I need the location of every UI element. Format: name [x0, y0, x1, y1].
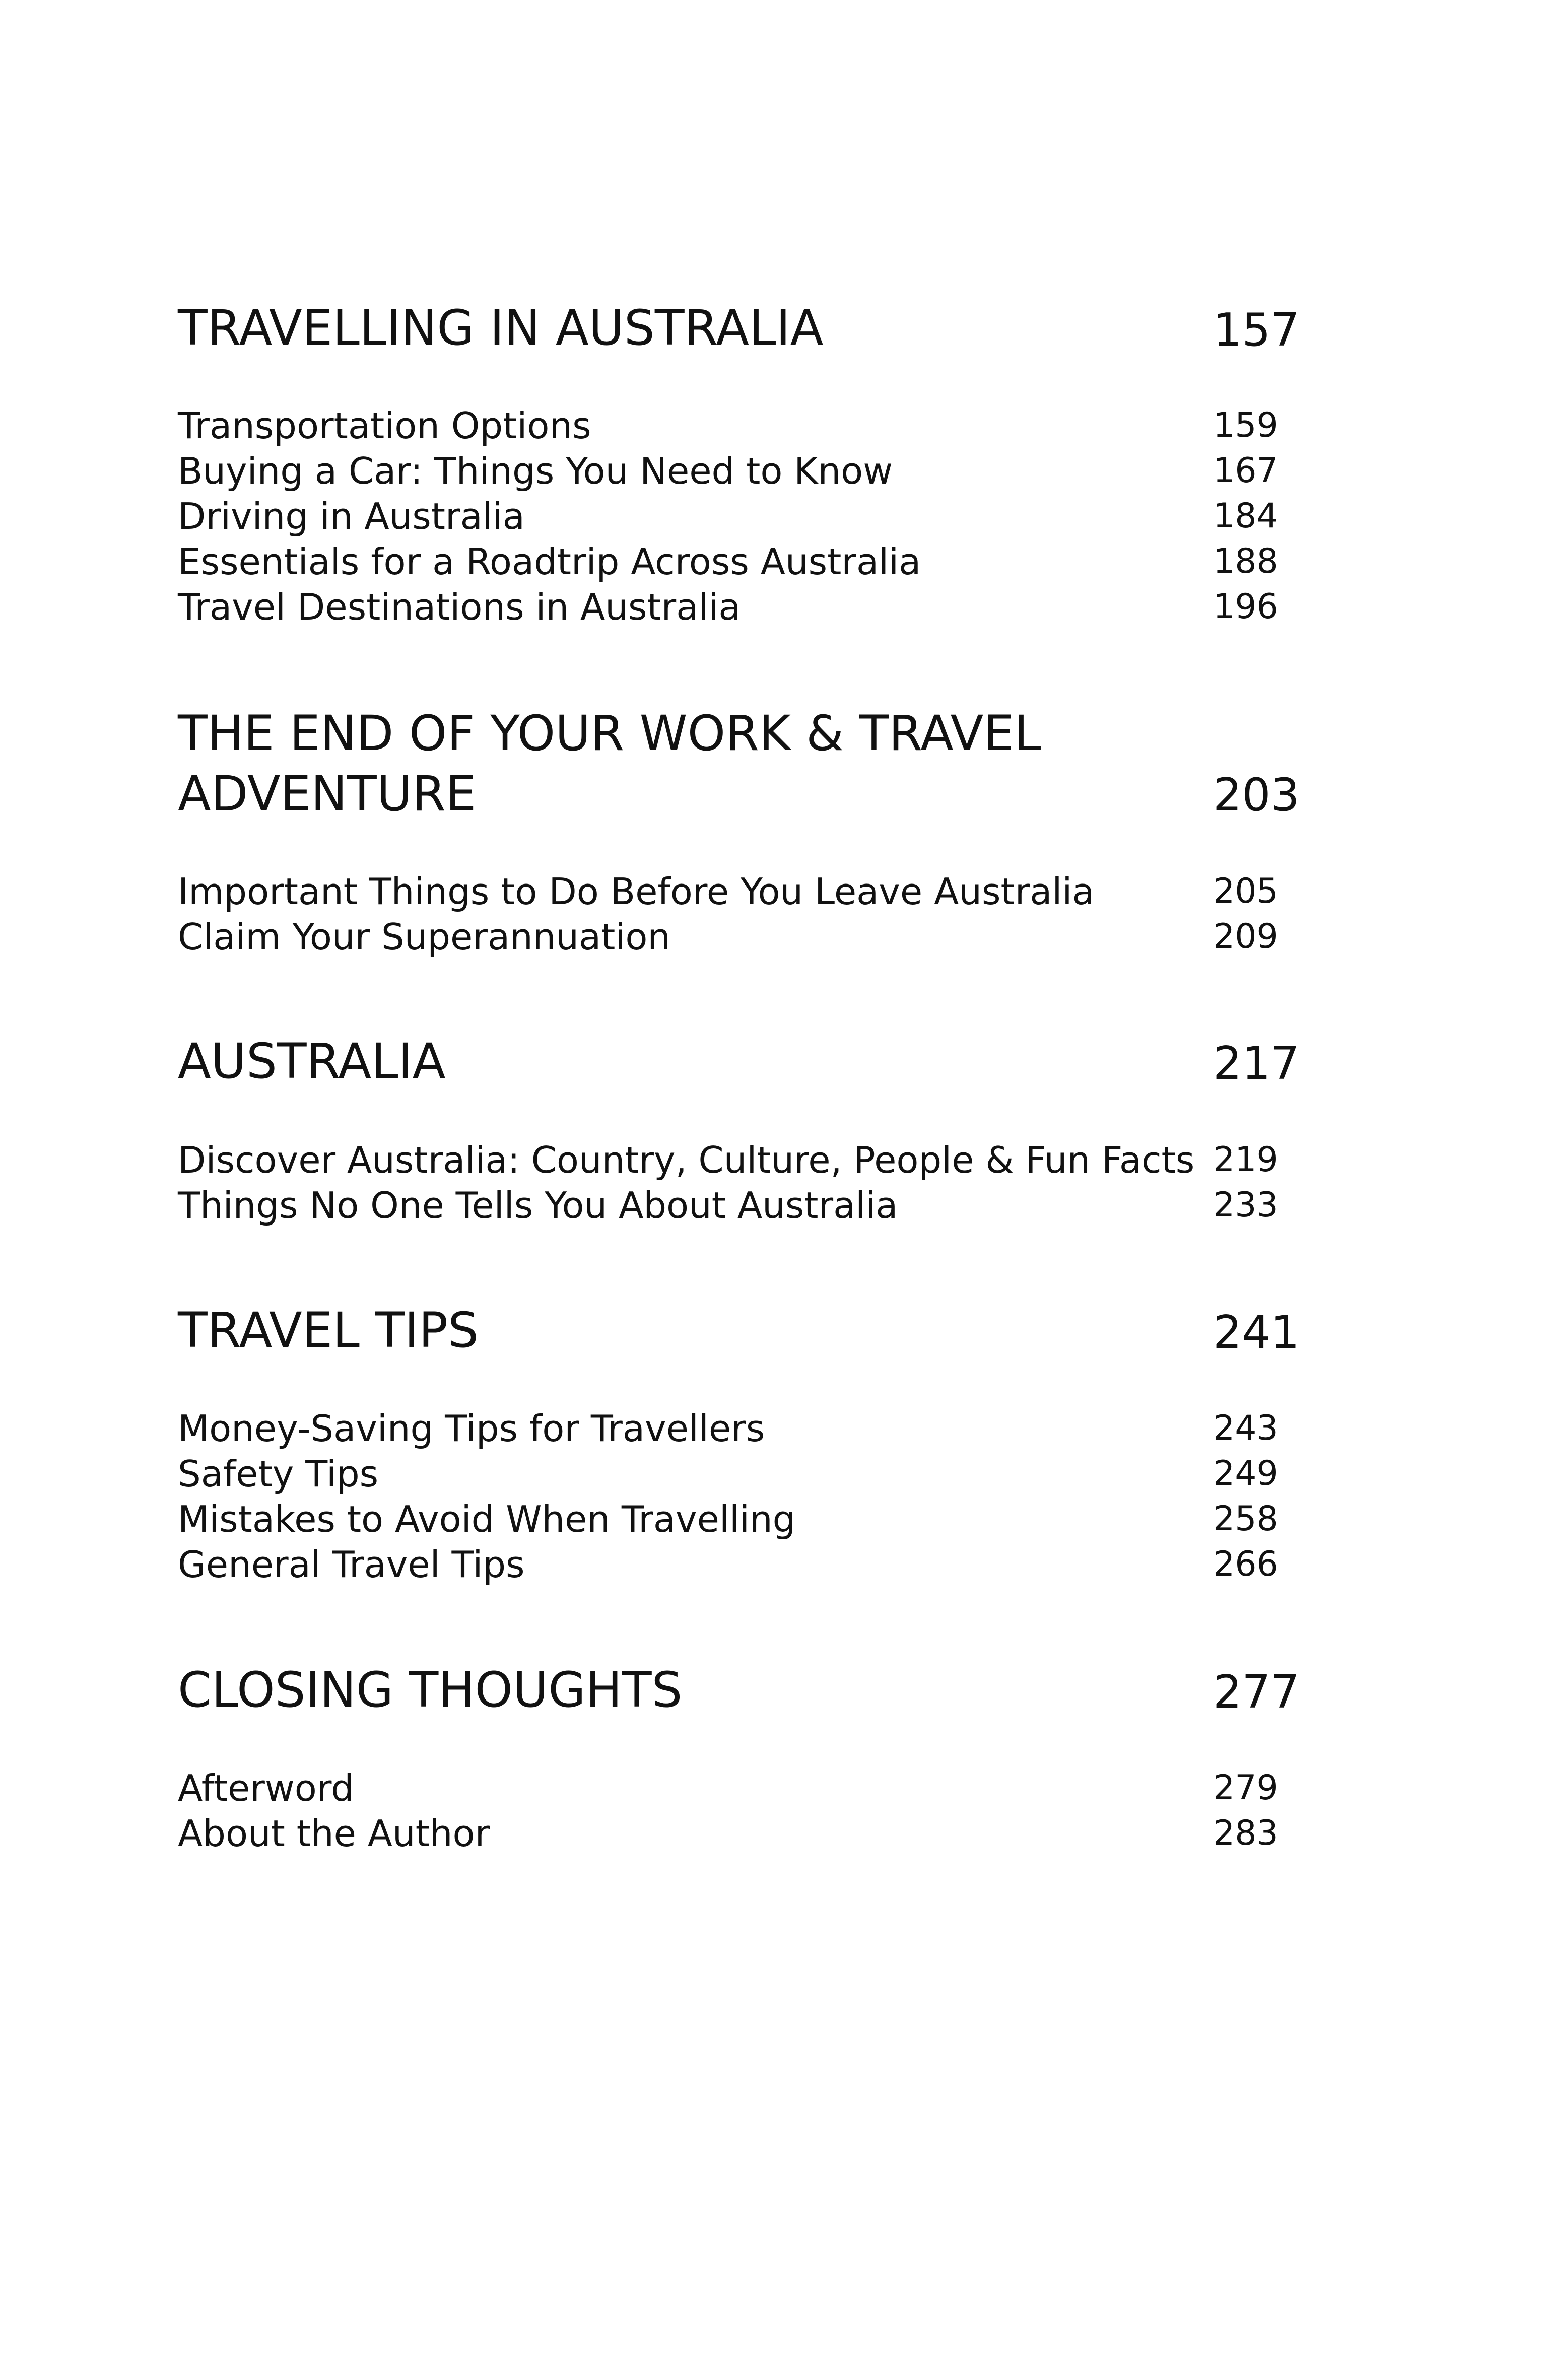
section-heading-continued: ADVENTURE — [178, 766, 477, 822]
toc-entry-page: 159 — [1213, 405, 1279, 445]
toc-entry-page: 283 — [1213, 1813, 1279, 1853]
toc-entry-title: Claim Your Superannuation — [178, 916, 671, 958]
section-heading: TRAVELLING IN AUSTRALIA — [178, 300, 824, 356]
toc-entry-title: Safety Tips — [178, 1453, 379, 1495]
toc-entry-page: 219 — [1213, 1140, 1279, 1180]
toc-entry-title: About the Author — [178, 1812, 490, 1855]
section-page-number: 241 — [1213, 1306, 1300, 1359]
toc-entry-page: 233 — [1213, 1185, 1279, 1225]
toc-entry-title: Buying a Car: Things You Need to Know — [178, 450, 893, 492]
toc-entry-page: 258 — [1213, 1499, 1279, 1539]
section-heading: CLOSING THOUGHTS — [178, 1662, 683, 1718]
section-heading: AUSTRALIA — [178, 1033, 446, 1090]
toc-entry-title: Discover Australia: Country, Culture, People & Fun Facts — [178, 1139, 1195, 1181]
toc-entry-title: Driving in Australia — [178, 495, 525, 537]
section-page-number: 277 — [1213, 1666, 1300, 1719]
toc-entry-title: General Travel Tips — [178, 1543, 525, 1586]
toc-entry-title: Afterword — [178, 1767, 354, 1809]
toc-entry-title: Mistakes to Avoid When Travelling — [178, 1498, 796, 1540]
toc-entry-page: 167 — [1213, 451, 1279, 491]
toc-entry-title: Essentials for a Roadtrip Across Australia — [178, 540, 921, 583]
toc-entry-title: Transportation Options — [178, 404, 591, 447]
section-page-number: 157 — [1213, 304, 1300, 357]
toc-entry-title: Money-Saving Tips for Travellers — [178, 1407, 765, 1450]
toc-entry-page: 209 — [1213, 917, 1279, 957]
toc-entry-page: 243 — [1213, 1408, 1279, 1448]
toc-entry-title: Important Things to Do Before You Leave Australia — [178, 870, 1095, 913]
section-page-number: 217 — [1213, 1037, 1300, 1090]
section-page-number: 203 — [1213, 769, 1300, 822]
toc-entry-title: Travel Destinations in Australia — [178, 586, 741, 628]
toc-entry-page: 205 — [1213, 871, 1279, 911]
section-heading: THE END OF YOUR WORK & TRAVEL — [178, 705, 1041, 762]
toc-entry-page: 266 — [1213, 1544, 1279, 1584]
toc-entry-page: 188 — [1213, 541, 1279, 581]
toc-entry-title: Things No One Tells You About Australia — [178, 1184, 898, 1227]
toc-entry-page: 249 — [1213, 1454, 1279, 1493]
section-heading: TRAVEL TIPS — [178, 1302, 479, 1358]
toc-entry-page: 196 — [1213, 587, 1279, 627]
toc-entry-page: 184 — [1213, 496, 1279, 536]
toc-entry-page: 279 — [1213, 1768, 1279, 1808]
